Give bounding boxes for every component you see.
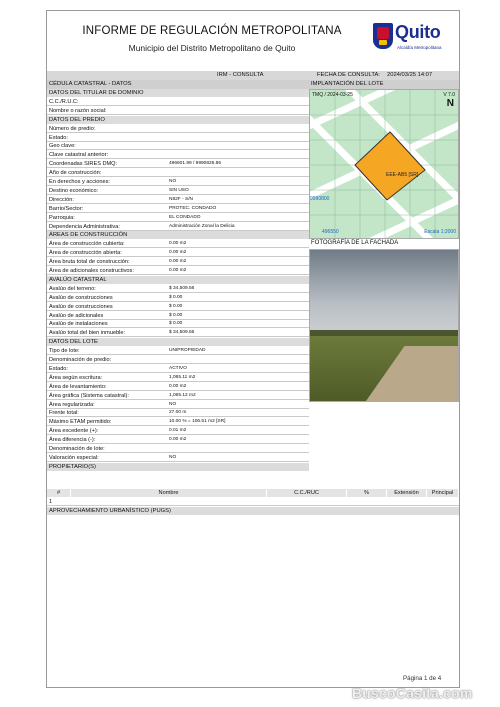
- data-row-value: NO: [169, 454, 177, 460]
- data-row: [47, 285, 309, 293]
- irm-label: IRM - CONSULTA: [217, 72, 264, 78]
- data-row: [47, 258, 309, 266]
- data-row: [47, 303, 309, 311]
- data-row: [47, 374, 309, 382]
- data-row-label: C.C./R.U.C:: [49, 98, 79, 105]
- map-left-coordinate: 9990800: [310, 196, 330, 202]
- data-row-label: Avalúo de construcciones: [49, 294, 113, 301]
- data-row-label: Área bruta total de construcción:: [49, 259, 130, 266]
- data-row-value: 0.00 m2: [169, 250, 187, 256]
- data-row-label: En derechos y acciones:: [49, 179, 110, 185]
- data-row-label: Avalúo total del bien inmueble:: [49, 330, 126, 337]
- data-row-value: 0.01 m2: [169, 428, 187, 434]
- data-row-label: Avalúo de adicionales: [49, 312, 104, 319]
- implantacion-title: IMPLANTACIÓN DEL LOTE: [311, 81, 384, 87]
- lot-map: [309, 89, 459, 239]
- report-subtitle: Municipio del Distrito Metropolitano de Quito: [128, 43, 296, 53]
- data-row: [47, 356, 309, 364]
- data-row: [47, 187, 309, 195]
- data-row-value: 1,065.12 m2: [169, 392, 196, 398]
- data-row: [47, 392, 309, 400]
- facade-photo: [309, 249, 459, 402]
- section-header: AVALÚO CATASTRAL: [47, 276, 309, 284]
- data-row-value: NO: [169, 401, 177, 407]
- data-row-label: Máximo ETAM permitido:: [49, 419, 112, 426]
- owners-col-id: C.C./RUC: [267, 489, 347, 497]
- data-row: [47, 294, 309, 302]
- data-row: [47, 151, 309, 159]
- data-row-label: Clave catastral anterior:: [49, 152, 109, 159]
- data-row-value: 0.00 m2: [169, 383, 187, 389]
- data-row: [47, 329, 309, 337]
- data-row-label: Destino económico:: [49, 187, 99, 194]
- data-row: [47, 401, 309, 409]
- data-row: [47, 142, 309, 150]
- data-row-value: $ 0.00: [169, 321, 183, 327]
- data-row-label: Denominación de lote:: [49, 446, 105, 452]
- data-row-label: Área diferencia (-):: [49, 437, 96, 444]
- data-row: [47, 267, 309, 275]
- data-row-label: Frente total:: [49, 410, 79, 417]
- data-row-value: Administración Zonal la Delicia: [169, 223, 235, 229]
- data-row-value: $ 34,509.56: [169, 285, 195, 291]
- data-row: [47, 240, 309, 248]
- lot-label: EEE-AB5 [SR]: [386, 172, 419, 178]
- data-row-label: Geo clave:: [49, 143, 76, 150]
- map-scale: Escala 1:2000: [424, 229, 456, 235]
- section-bar: [47, 80, 459, 89]
- data-row-value: 27.00 m: [169, 410, 187, 416]
- data-row: [47, 169, 309, 177]
- data-row-label: Denominación de predio:: [49, 357, 112, 363]
- owners-col-name: Nombre: [71, 489, 267, 497]
- data-row: [47, 383, 309, 391]
- data-row-value: PROTEC. CONDADO: [169, 205, 217, 211]
- data-row-label: Avalúo de construcciones: [49, 303, 113, 310]
- data-row-label: Área según escritura:: [49, 374, 103, 381]
- data-row-label: Área gráfica (Sistema catastral):: [49, 392, 129, 399]
- data-row-value: 0.00 m2: [169, 241, 187, 247]
- coat-of-arms-icon: [373, 23, 393, 49]
- data-row-value: 0.00 m2: [169, 437, 187, 443]
- section-header: ÁREAS DE CONSTRUCCIÓN: [47, 231, 309, 239]
- section-header: DATOS DEL PREDIO: [47, 116, 309, 124]
- map-date: TMQ / 2024-03-25: [312, 92, 353, 98]
- map-version: V 7.0: [443, 92, 455, 98]
- data-row-label: Valoración especial:: [49, 454, 99, 461]
- data-row: [47, 223, 309, 231]
- page-number: Página 1 de 4: [403, 675, 442, 682]
- data-row-label: Estado:: [49, 365, 68, 372]
- data-row-label: Tipo de lote:: [49, 348, 80, 355]
- data-row-label: Área de construcción abierta:: [49, 250, 122, 257]
- data-row: [47, 160, 309, 168]
- cedula-catastral-title: CÉDULA CATASTRAL - DATOS: [49, 81, 132, 87]
- data-row-label: Área regularizada:: [49, 401, 95, 408]
- site-watermark: BuscoCasita.com: [352, 685, 473, 701]
- data-row-label: Área de levantamiento:: [49, 383, 107, 390]
- data-row-value: 496601.99 / 9990826.86: [169, 161, 222, 167]
- section-header: PROPIETARIO(S): [47, 463, 309, 471]
- data-row-label: Área de construcción cubierta:: [49, 241, 125, 248]
- data-row-label: Avalúo de instalaciones: [49, 321, 108, 328]
- data-row-label: Avalúo del terreno:: [49, 285, 96, 292]
- data-row-label: Dependencia Administrativa:: [49, 223, 120, 230]
- section-header: DATOS DEL TITULAR DE DOMINIO: [47, 89, 309, 97]
- pugs-section-title: APROVECHAMIENTO URBANÍSTICO (PUGS): [47, 507, 459, 515]
- data-row: [47, 98, 309, 106]
- data-row: [47, 427, 309, 435]
- photo-sky: [310, 250, 459, 338]
- data-row: [47, 365, 309, 373]
- report-title: INFORME DE REGULACIÓN METROPOLITANA: [82, 25, 342, 37]
- owners-row: [47, 498, 459, 506]
- data-row-value: $ 0.00: [169, 294, 183, 300]
- data-row: [47, 409, 309, 417]
- owners-col-percent: %: [347, 489, 387, 497]
- data-row: [47, 454, 309, 462]
- data-row-value: 0.00 m2: [169, 259, 187, 265]
- fecha-label: FECHA DE CONSULTA:: [317, 72, 380, 78]
- report-page: [46, 10, 460, 688]
- data-row: [47, 107, 309, 115]
- data-row: [47, 134, 309, 142]
- data-row-value: $ 0.00: [169, 303, 183, 309]
- data-row-label: Área de adicionales constructivos:: [49, 268, 134, 274]
- data-row: [47, 436, 309, 444]
- data-row: [47, 445, 309, 453]
- data-row-label: Área excedente (+):: [49, 428, 99, 435]
- data-row: [47, 125, 309, 133]
- data-row-value: NO: [169, 179, 177, 184]
- data-row: [47, 214, 309, 222]
- photo-title: FOTOGRAFÍA DE LA FACHADA: [311, 240, 399, 246]
- owners-col-principal: Principal: [427, 489, 459, 497]
- data-row: [47, 196, 309, 204]
- data-row-label: Año de construcción:: [49, 170, 102, 177]
- data-row: [47, 320, 309, 328]
- owners-col-number: #: [47, 489, 71, 497]
- data-row-label: Número de predio:: [49, 125, 96, 132]
- consulta-bar: [47, 71, 459, 80]
- data-row: [47, 205, 309, 213]
- data-row-label: Barrio/Sector:: [49, 205, 84, 212]
- data-row-label: Coordenadas SIRES DMQ:: [49, 161, 118, 168]
- data-row-value: SIN USO: [169, 187, 189, 193]
- data-row-label: Nombre o razón social:: [49, 107, 107, 114]
- quito-logo: [373, 21, 461, 59]
- data-row-value: EL CONDADO: [169, 214, 201, 220]
- data-row-value: 10.00 % = 106.51 m2 [SR]: [169, 419, 226, 425]
- data-row: [47, 312, 309, 320]
- data-row-label: Estado:: [49, 134, 68, 141]
- data-row: [47, 249, 309, 257]
- owners-col-extension: Extensión: [387, 489, 427, 497]
- data-row-label: Parroquia:: [49, 214, 75, 221]
- data-row-value: UNIPROPIEDAD: [169, 348, 206, 354]
- data-row: [47, 347, 309, 355]
- data-row-value: $ 0.00: [169, 312, 183, 318]
- data-row-value: $ 34,509.56: [169, 330, 195, 336]
- lot-map-graphic: [310, 90, 459, 239]
- fecha-value: 2024/03/25 14:07: [387, 72, 433, 78]
- data-row-value: ACTIVO: [169, 365, 187, 371]
- data-row: [47, 418, 309, 426]
- data-row: [47, 178, 309, 186]
- data-row-value: 1,065.11 m2: [169, 374, 196, 380]
- owners-row-number: 1: [49, 499, 53, 505]
- map-bottom-coordinate: 496550: [322, 229, 339, 235]
- data-row-value: N82F - S/N: [169, 196, 193, 202]
- logo-subtitle: Alcaldía Metropolitana: [397, 45, 442, 50]
- data-row-label: Dirección:: [49, 196, 74, 203]
- section-header: DATOS DEL LOTE: [47, 338, 309, 346]
- logo-wordmark: Quito: [395, 22, 441, 42]
- north-arrow-icon: N: [446, 98, 454, 109]
- data-row-value: 0.00 m2: [169, 268, 187, 273]
